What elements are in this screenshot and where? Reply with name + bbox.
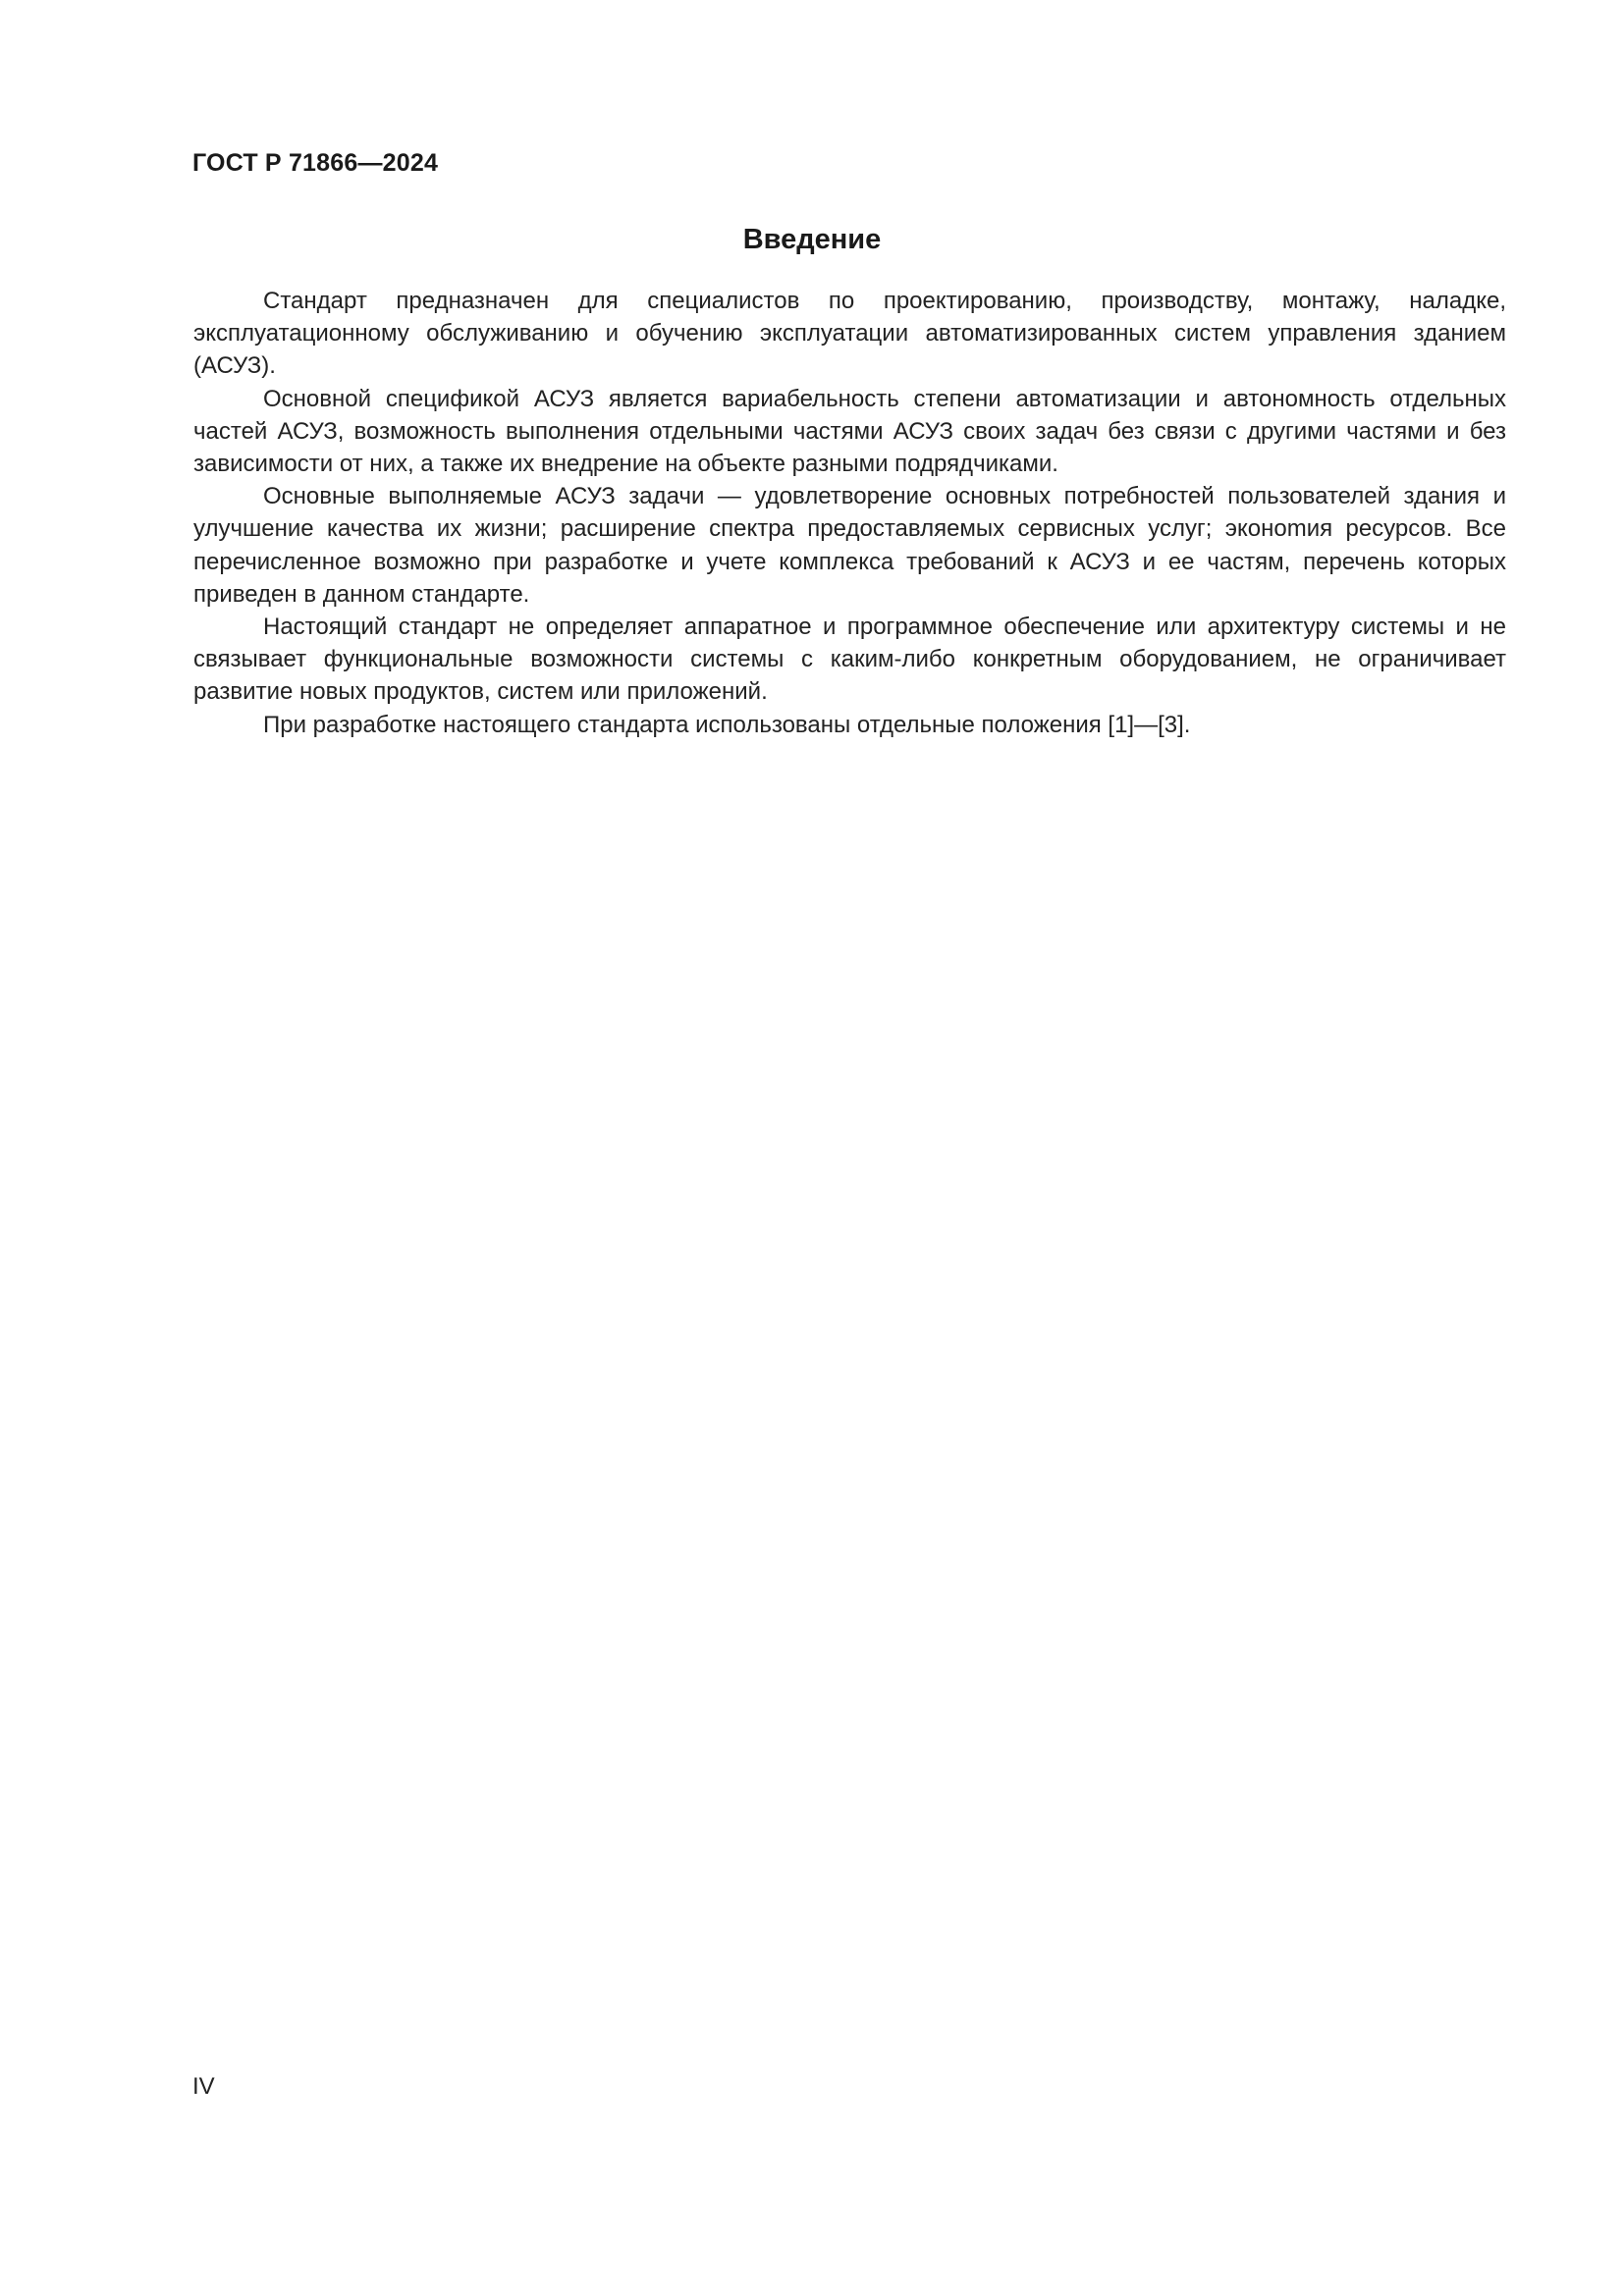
- document-code-header: ГОСТ Р 71866—2024: [192, 149, 439, 177]
- paragraph-scope: Настоящий стандарт не определяет аппаратное и программное обеспечение или архитектуру системы и не связывает функциональные возможности системы с каким-либо конкретным оборудованием, не ограничивает развитие новых продуктов, систем или приложений.: [193, 614, 1506, 706]
- paragraph-tasks: Основные выполняемые АСУЗ задачи — удовлетворение основных потребностей пользователей здания и улучшение качества их жизни; расширение спектра предоставляемых сервисных услуг; эконоmия ресурсов. Все перечисленное возможно при разработке и учете комплекса требований к АСУЗ и ее частям, перечень которых приведен в данном стандарте.: [193, 483, 1506, 608]
- paragraph-specifics: Основной спецификой АСУЗ является вариабельность степени автоматизации и автономность отдельных частей АСУЗ, возможность выполнения отдельными частями АСУЗ своих задач без связи с другими частями и без зависимости от них, а также их внедрение на объекте разными подрядчиками.: [193, 385, 1506, 478]
- introduction-body: [193, 285, 1506, 741]
- section-title: Введение: [742, 224, 882, 255]
- page-number: IV: [192, 2073, 215, 2100]
- paragraph-references: При разработке настоящего стандарта использованы отдельные положения [1]—[3].: [263, 711, 1191, 738]
- paragraph-purpose: Стандарт предназначен для специалистов по проектированию, производству, монтажу, наладке, эксплуатационному обслуживанию и обучению эксплуатации автоматизированных систем управления зданием (АСУЗ).: [193, 288, 1506, 380]
